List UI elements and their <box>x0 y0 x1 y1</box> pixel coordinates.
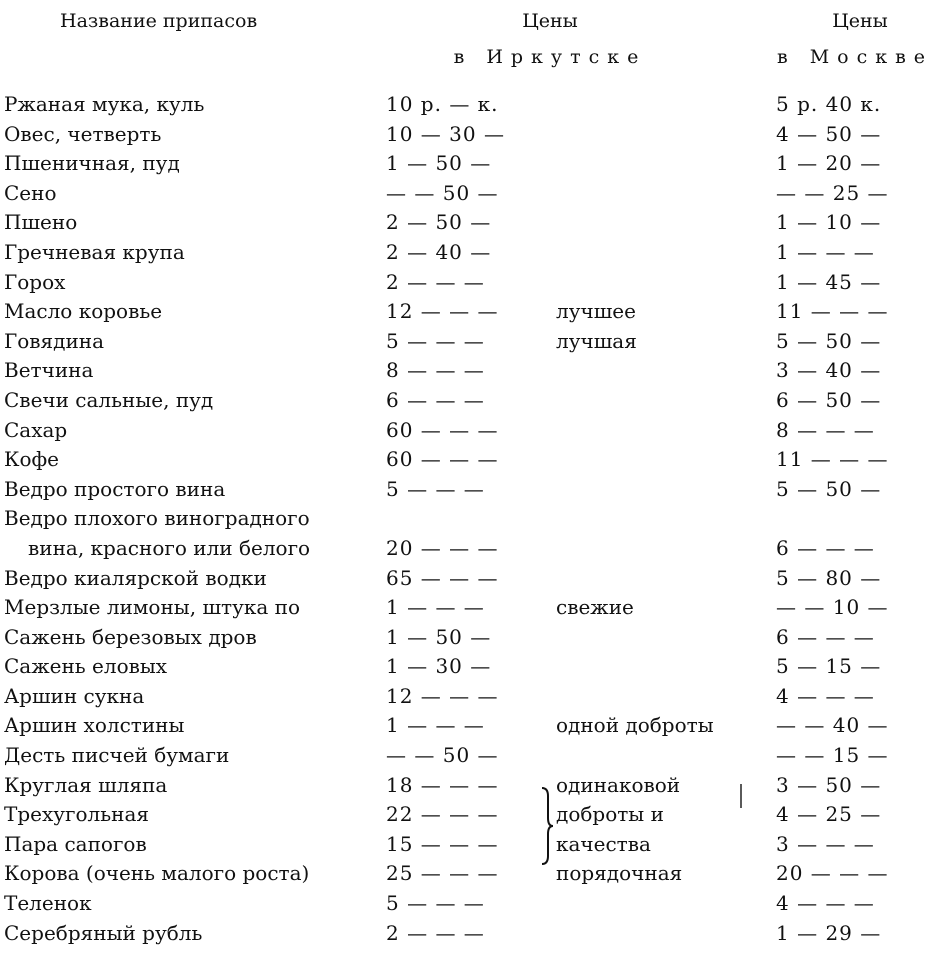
table-row <box>0 771 938 801</box>
price-moscow: 5 — 15 — <box>776 654 882 679</box>
quality-note: одной доброты <box>556 713 714 738</box>
price-moscow: 6 — — — <box>776 624 875 649</box>
table-row <box>0 564 938 594</box>
price-moscow: 4 — — — <box>776 683 875 708</box>
price-irkutsk: 60 — — — <box>386 417 499 442</box>
price-moscow: 1 — 20 — <box>776 151 882 176</box>
table-row <box>0 652 938 682</box>
item-name: Теленок <box>4 891 92 916</box>
table-row <box>0 356 938 386</box>
price-irkutsk: 1 — 50 — <box>386 151 492 176</box>
price-moscow: 1 — — — <box>776 239 875 264</box>
table-row <box>0 800 938 830</box>
item-name: Сахар <box>4 417 68 442</box>
item-name: Масло коровье <box>4 299 163 324</box>
price-moscow: 4 — — — <box>776 891 875 916</box>
table-row <box>0 623 938 653</box>
price-moscow: — — 10 — <box>776 595 889 620</box>
price-moscow: 6 — — — <box>776 535 875 560</box>
item-name: Пшеничная, пуд <box>4 151 180 176</box>
quality-note: порядочная <box>556 861 683 886</box>
header-moscow-title: Цены <box>832 10 888 32</box>
item-name: Ветчина <box>4 358 94 383</box>
price-moscow: 11 — — — <box>776 447 889 472</box>
item-name: Пара сапогов <box>4 831 147 856</box>
price-irkutsk: 1 — — — <box>386 595 485 620</box>
price-irkutsk: 1 — 50 — <box>386 624 492 649</box>
grouping-brace <box>538 786 556 866</box>
item-name: Кофе <box>4 447 60 472</box>
price-irkutsk: — — 50 — <box>386 180 499 205</box>
price-irkutsk: 18 — — — <box>386 772 499 797</box>
quality-note: доброты и <box>556 802 664 827</box>
table-row <box>0 682 938 712</box>
item-name: Горох <box>4 269 66 294</box>
table-row <box>0 859 938 889</box>
price-irkutsk: 12 — — — <box>386 683 499 708</box>
price-moscow: 3 — 50 — <box>776 772 882 797</box>
price-moscow: 1 — 45 — <box>776 269 882 294</box>
price-moscow: 6 — 50 — <box>776 387 882 412</box>
price-irkutsk: 12 — — — <box>386 299 499 324</box>
table-row <box>0 741 938 771</box>
item-name: Аршин холстины <box>4 713 185 738</box>
price-irkutsk: 5 — — — <box>386 476 485 501</box>
table-row <box>0 889 938 919</box>
table-row <box>0 179 938 209</box>
item-name: Мерзлые лимоны, штука по <box>4 595 301 620</box>
header-irkutsk-title: Цены <box>522 10 578 32</box>
table-row <box>0 445 938 475</box>
table-row <box>0 919 938 949</box>
price-irkutsk: 1 — — — <box>386 713 485 738</box>
price-moscow: 5 — 80 — <box>776 565 882 590</box>
item-name: Свечи сальные, пуд <box>4 387 214 412</box>
price-moscow: 5 — 50 — <box>776 476 882 501</box>
item-name: Сено <box>4 180 57 205</box>
price-irkutsk: 5 — — — <box>386 891 485 916</box>
quality-note: лучшая <box>556 328 637 353</box>
table-row <box>0 386 938 416</box>
price-irkutsk: 10 р. — к. <box>386 92 499 116</box>
table-row <box>0 208 938 238</box>
item-name: Круглая шляпа <box>4 772 168 797</box>
price-moscow: — — 25 — <box>776 180 889 205</box>
table-row <box>0 238 938 268</box>
table-row <box>0 90 938 120</box>
price-moscow: 11 — — — <box>776 299 889 324</box>
item-name: Корова (очень малого роста) <box>4 861 310 886</box>
item-name: Сажень еловых <box>4 654 168 679</box>
item-name: Десть писчей бумаги <box>4 743 230 768</box>
item-name: Сажень березовых дров <box>4 624 257 649</box>
price-irkutsk: 5 — — — <box>386 328 485 353</box>
header-moscow-subtitle: в Москве <box>776 46 934 68</box>
price-irkutsk: 2 — 40 — <box>386 239 492 264</box>
quality-note: лучшее <box>556 299 636 324</box>
item-name: Овес, четверть <box>4 121 162 146</box>
price-irkutsk: 6 — — — <box>386 387 485 412</box>
price-irkutsk: 25 — — — <box>386 861 499 886</box>
margin-mark <box>738 784 744 808</box>
price-moscow: 3 — 40 — <box>776 358 882 383</box>
header-name-column: Название припасов <box>60 10 258 32</box>
price-irkutsk: 2 — 50 — <box>386 210 492 235</box>
quality-note: одинаковой <box>556 772 681 797</box>
price-irkutsk: 8 — — — <box>386 358 485 383</box>
price-moscow: 1 — 10 — <box>776 210 882 235</box>
price-irkutsk: 2 — — — <box>386 920 485 945</box>
table-row <box>0 475 938 505</box>
header-irkutsk-subtitle: в Иркутске <box>453 46 647 68</box>
item-name <box>4 504 384 563</box>
table-row <box>0 416 938 446</box>
table-row <box>0 149 938 179</box>
item-name: Трехугольная <box>4 802 150 827</box>
price-moscow: 5 р. 40 к. <box>776 92 882 116</box>
item-name: Аршин сукна <box>4 683 145 708</box>
price-irkutsk: — — 50 — <box>386 743 499 768</box>
table-row <box>0 297 938 327</box>
price-irkutsk: 15 — — — <box>386 831 499 856</box>
item-name-line1: Ведро плохого виноградного <box>4 506 310 531</box>
item-name: Пшено <box>4 210 78 235</box>
quality-note: качества <box>556 831 651 856</box>
price-irkutsk: 22 — — — <box>386 802 499 827</box>
price-moscow: 8 — — — <box>776 417 875 442</box>
table-row <box>0 593 938 623</box>
price-irkutsk: 10 — 30 — <box>386 121 505 146</box>
price-moscow: 3 — — — <box>776 831 875 856</box>
table-row <box>0 830 938 860</box>
price-moscow: — — 40 — <box>776 713 889 738</box>
table-row <box>0 504 938 563</box>
table-row <box>0 327 938 357</box>
table-row <box>0 268 938 298</box>
price-moscow: 20 — — — <box>776 861 889 886</box>
price-irkutsk: 1 — 30 — <box>386 654 492 679</box>
item-name: Говядина <box>4 328 105 353</box>
price-irkutsk: 2 — — — <box>386 269 485 294</box>
price-moscow: 4 — 25 — <box>776 802 882 827</box>
table-row <box>0 711 938 741</box>
quality-note: свежие <box>556 595 634 620</box>
item-name: Гречневая крупа <box>4 239 185 264</box>
price-irkutsk: 60 — — — <box>386 447 499 472</box>
price-irkutsk: 20 — — — <box>386 535 499 560</box>
item-name: Ведро киалярской водки <box>4 565 267 590</box>
price-moscow: — — 15 — <box>776 743 889 768</box>
price-irkutsk: 65 — — — <box>386 565 499 590</box>
item-name-line2: вина, красного или белого <box>28 535 311 560</box>
item-name: Серебряный рубль <box>4 920 203 945</box>
price-moscow: 1 — 29 — <box>776 920 882 945</box>
price-moscow: 4 — 50 — <box>776 121 882 146</box>
item-name: Ведро простого вина <box>4 476 226 501</box>
price-moscow: 5 — 50 — <box>776 328 882 353</box>
table-row <box>0 120 938 150</box>
item-name: Ржаная мука, куль <box>4 92 205 116</box>
price-rows <box>0 90 938 948</box>
